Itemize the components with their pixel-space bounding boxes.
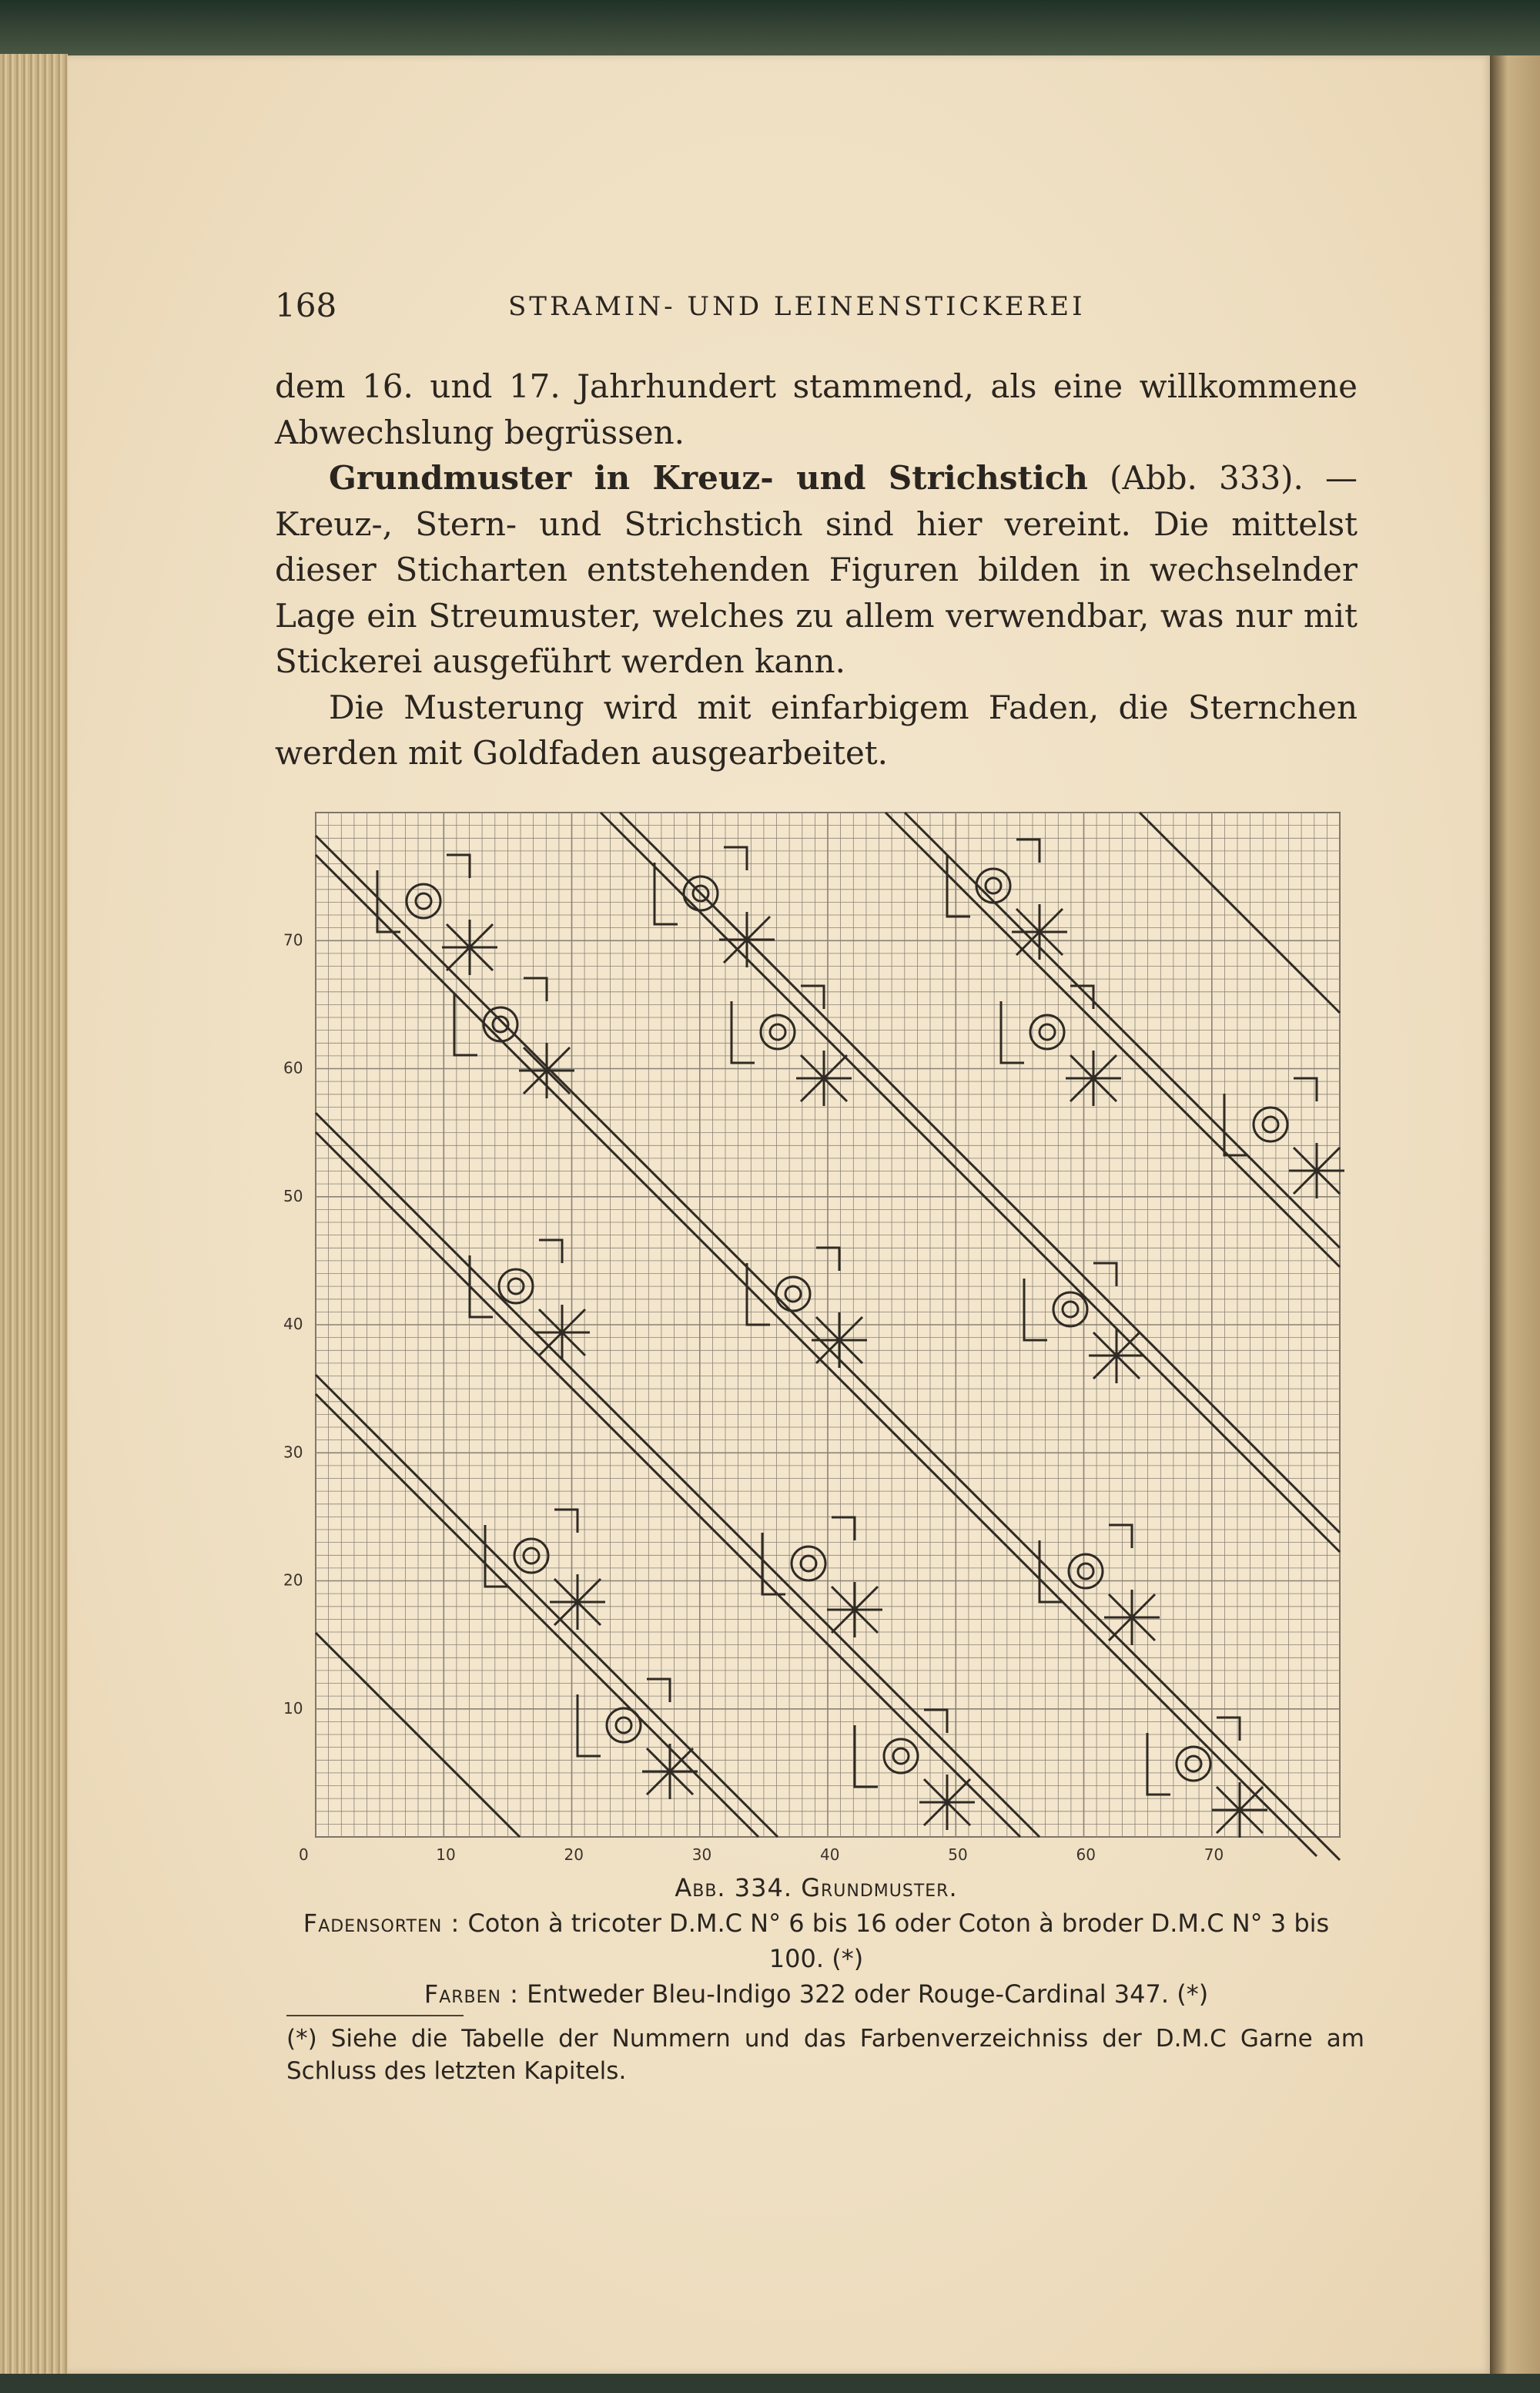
body-text bbox=[275, 364, 1358, 776]
star-stitch bbox=[719, 912, 775, 967]
x-tick-label: 50 bbox=[948, 1845, 968, 1864]
star-stitch bbox=[1104, 1590, 1160, 1645]
star-stitch bbox=[1066, 1051, 1121, 1106]
star-stitch bbox=[534, 1305, 590, 1360]
running-title: STRAMIN- UND LEINENSTICKEREI bbox=[508, 291, 1086, 322]
star-stitch bbox=[1012, 904, 1067, 960]
caption-threads-label: Fadensorten : bbox=[303, 1909, 460, 1938]
star-stitch bbox=[1212, 1782, 1267, 1838]
x-tick-label: 60 bbox=[1076, 1845, 1096, 1864]
y-axis-ticks bbox=[283, 930, 303, 1718]
figure-grundmuster bbox=[270, 801, 1363, 1864]
y-tick-label: 40 bbox=[283, 1315, 303, 1333]
y-tick-label: 70 bbox=[283, 930, 303, 950]
x-tick-label: 0 bbox=[299, 1845, 309, 1864]
star-stitch bbox=[796, 1051, 852, 1106]
x-tick-label: 70 bbox=[1204, 1845, 1224, 1864]
caption-colors bbox=[275, 1976, 1358, 2012]
star-stitch bbox=[519, 1043, 574, 1098]
paragraph-3: Die Musterung wird mit einfarbigem Faden, die Sternchen werden mit Goldfaden ausgearbeitet. bbox=[275, 688, 1358, 772]
x-tick-label: 20 bbox=[564, 1845, 584, 1864]
star-stitch bbox=[642, 1744, 698, 1799]
book-bottom-edge bbox=[0, 2374, 1540, 2393]
caption-colors-label: Farben : bbox=[424, 1979, 519, 2009]
x-tick-label: 10 bbox=[436, 1845, 456, 1864]
star-stitch bbox=[1089, 1328, 1144, 1383]
book-spine bbox=[1490, 55, 1540, 2374]
page-stack-edge bbox=[0, 54, 68, 2376]
caption-threads-text: Coton à tricoter D.M.C N° 6 bis 16 oder Coton à broder D.M.C N° 3 bis 100. (*) bbox=[460, 1909, 1330, 1973]
running-head bbox=[0, 287, 1540, 325]
star-stitch bbox=[827, 1582, 882, 1637]
y-tick-label: 30 bbox=[283, 1443, 303, 1462]
star-stitch bbox=[1289, 1143, 1344, 1198]
y-tick-label: 50 bbox=[283, 1186, 303, 1205]
footnote: (*) Siehe die Tabelle der Nummern und das Farbenverzeichniss der D.M.C Garne am Schluss des letzten Kapitels. bbox=[286, 2025, 1364, 2085]
star-stitch bbox=[919, 1775, 975, 1830]
paragraph-1: dem 16. und 17. Jahrhundert stammend, als eine willkommene Abwechslung begrüssen. bbox=[275, 367, 1358, 451]
section-heading: Grundmuster in Kreuz- und Strichstich bbox=[329, 459, 1088, 497]
figure-caption bbox=[275, 1870, 1358, 2012]
y-tick-label: 20 bbox=[283, 1570, 303, 1590]
caption-threads bbox=[275, 1905, 1358, 1976]
page-number: 168 bbox=[275, 287, 337, 324]
x-tick-label: 30 bbox=[691, 1845, 712, 1864]
embroidery-chart bbox=[270, 801, 1363, 1864]
book-top-edge bbox=[0, 0, 1540, 60]
star-stitch bbox=[550, 1574, 605, 1630]
caption-colors-text: Entweder Bleu-Indigo 322 oder Rouge-Cardinal 347. (*) bbox=[518, 1979, 1209, 2009]
paragraph-2 bbox=[275, 455, 1358, 685]
x-axis-ticks bbox=[299, 1845, 1224, 1864]
paragraph-2-text: (Abb. 333). — Kreuz-, Stern- und Strichstich sind hier vereint. Die mittelst dieser Sticharten entstehenden Figuren bilden in wechselnder Lage ein Streumuster, welches zu allem verwendbar, was nur mit Stickerei ausgeführt werden kann. bbox=[275, 459, 1358, 680]
star-stitch bbox=[812, 1312, 867, 1368]
star-stitch bbox=[442, 920, 497, 975]
caption-title: Abb. 334. Grundmuster. bbox=[675, 1873, 958, 1902]
y-tick-label: 10 bbox=[283, 1698, 303, 1718]
y-tick-label: 60 bbox=[283, 1058, 303, 1078]
x-tick-label: 40 bbox=[820, 1845, 840, 1864]
footnote-rule bbox=[286, 2015, 464, 2016]
